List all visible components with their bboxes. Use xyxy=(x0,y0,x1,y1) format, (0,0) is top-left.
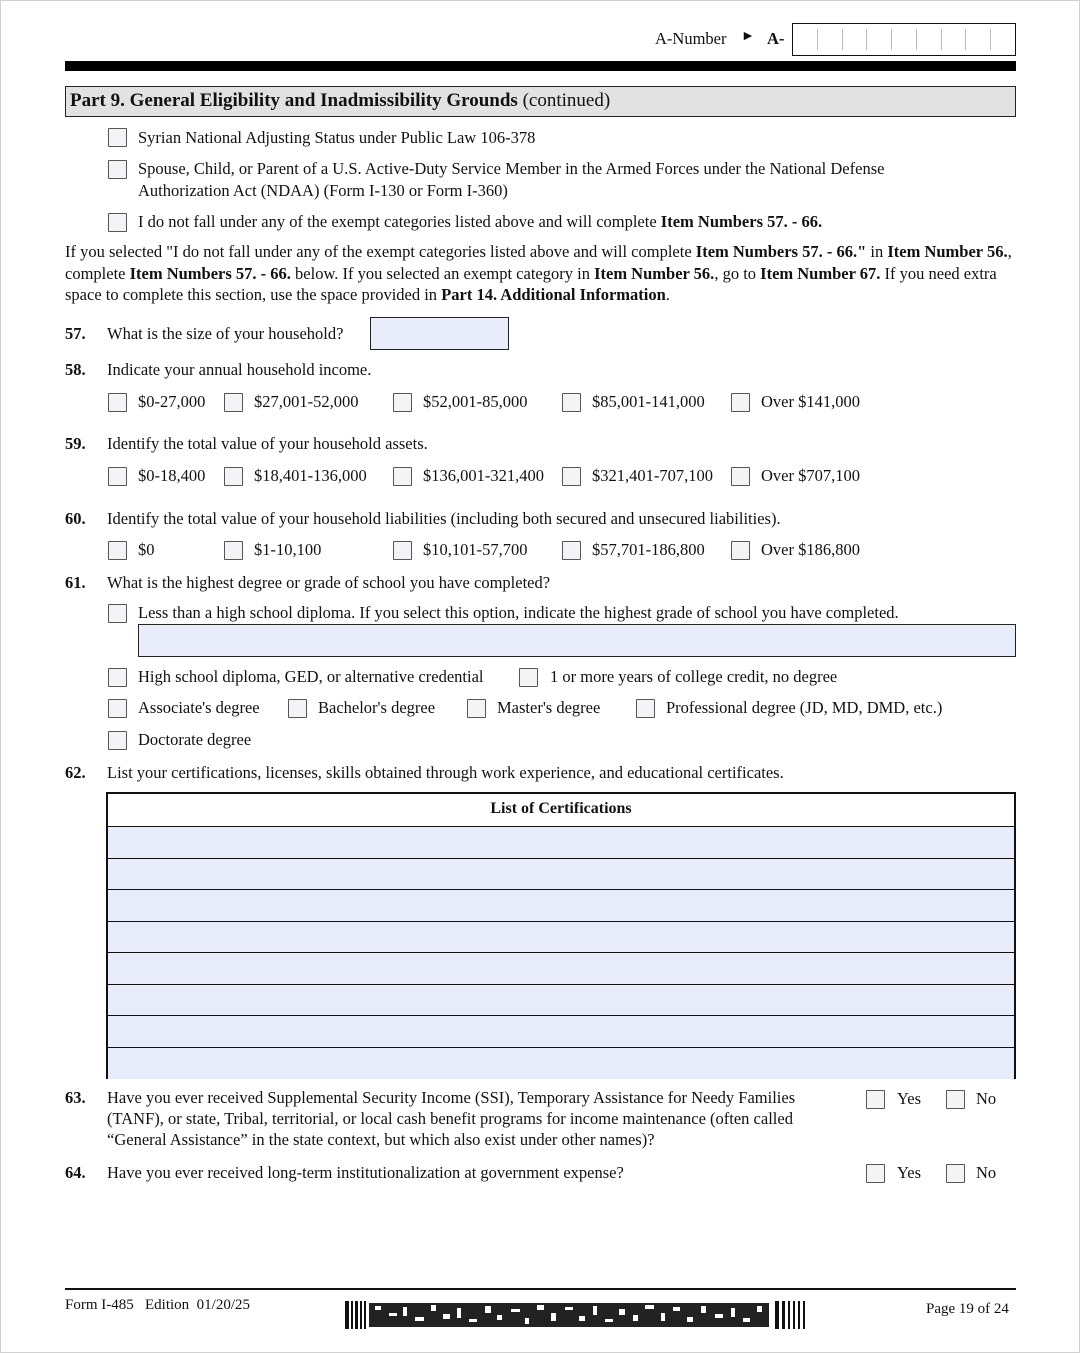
income-option-5: Over $141,000 xyxy=(761,392,860,411)
checkbox-assets-4[interactable] xyxy=(562,467,581,486)
highest-grade-input[interactable] xyxy=(138,624,1016,657)
q63-yes-label: Yes xyxy=(897,1089,922,1108)
part-title-continued: (continued) xyxy=(522,90,611,111)
checkbox-liabilities-4[interactable] xyxy=(562,541,581,560)
checkbox-assets-1[interactable] xyxy=(108,467,127,486)
assets-option-5: Over $707,100 xyxy=(761,466,860,485)
checkbox-liabilities-2[interactable] xyxy=(224,541,243,560)
q62-number: 62. xyxy=(65,763,86,782)
certification-row-1[interactable] xyxy=(108,827,1014,859)
barcode-icon xyxy=(345,1301,808,1329)
option-doctorate: Doctorate degree xyxy=(138,730,252,749)
certification-row-3[interactable] xyxy=(108,890,1014,922)
certification-row-5[interactable] xyxy=(108,953,1014,985)
option-less-than-hs: Less than a high school diploma. If you select this option, indicate the highest grade of school you have completed. xyxy=(138,603,899,622)
q62-text: List your certifications, licenses, skills obtained through work experience, and educational certificates. xyxy=(107,763,784,782)
option-bachelors: Bachelor's degree xyxy=(318,698,436,717)
option-associates: Associate's degree xyxy=(138,698,260,717)
certification-row-7[interactable] xyxy=(108,1016,1014,1048)
checkbox-assets-2[interactable] xyxy=(224,467,243,486)
q61-text: What is the highest degree or grade of school you have completed? xyxy=(107,573,551,592)
option-syrian-national: Syrian National Adjusting Status under Public Law 106-378 xyxy=(138,128,536,147)
q60-text: Identify the total value of your household liabilities (including both secured and unsecured liabilities). xyxy=(107,509,781,528)
q58-text: Indicate your annual household income. xyxy=(107,360,372,379)
checkbox-liabilities-3[interactable] xyxy=(393,541,412,560)
assets-option-4: $321,401-707,100 xyxy=(592,466,713,485)
q63-text-line3: “General Assistance” in the state context, but which also exist under other names)? xyxy=(107,1130,655,1149)
q59-text: Identify the total value of your household assets. xyxy=(107,434,428,453)
checkbox-doctorate[interactable] xyxy=(108,731,127,750)
q63-text-line1: Have you ever received Supplemental Security Income (SSI), Temporary Assistance for Needy Families xyxy=(107,1088,796,1107)
liabilities-option-2: $1-10,100 xyxy=(254,540,322,559)
q63-no-label: No xyxy=(976,1089,997,1108)
footer-rule xyxy=(65,1288,1016,1290)
a-number-prefix: A- xyxy=(767,29,785,48)
q63-number: 63. xyxy=(65,1088,86,1107)
q61-number: 61. xyxy=(65,573,86,592)
liabilities-option-3: $10,101-57,700 xyxy=(423,540,528,559)
q64-text: Have you ever received long-term institutionalization at government expense? xyxy=(107,1163,624,1182)
checkbox-liabilities-5[interactable] xyxy=(731,541,750,560)
certification-row-8[interactable] xyxy=(108,1048,1014,1080)
a-number-label: A-Number xyxy=(655,29,727,48)
option-masters: Master's degree xyxy=(497,698,601,717)
checkbox-income-3[interactable] xyxy=(393,393,412,412)
q60-number: 60. xyxy=(65,509,86,528)
assets-option-2: $18,401-136,000 xyxy=(254,466,367,485)
q63-text-line2: (TANF), or state, Tribal, territorial, or local cash benefit programs for income maintenance (often called xyxy=(107,1109,793,1128)
part-title: Part 9. General Eligibility and Inadmissibility Grounds xyxy=(70,90,518,111)
q64-number: 64. xyxy=(65,1163,86,1182)
checkbox-q64-no[interactable] xyxy=(946,1164,965,1183)
income-option-1: $0-27,000 xyxy=(138,392,206,411)
option-professional: Professional degree (JD, MD, DMD, etc.) xyxy=(666,698,943,717)
option-hs-diploma: High school diploma, GED, or alternative credential xyxy=(138,667,484,686)
assets-option-1: $0-18,400 xyxy=(138,466,206,485)
checkbox-hs-diploma[interactable] xyxy=(108,668,127,687)
checkbox-not-exempt[interactable] xyxy=(108,213,127,232)
q58-number: 58. xyxy=(65,360,86,379)
certification-row-6[interactable] xyxy=(108,985,1014,1017)
part-title-bar xyxy=(65,86,1016,117)
q64-yes-label: Yes xyxy=(897,1163,922,1182)
liabilities-option-1: $0 xyxy=(138,540,155,559)
checkbox-income-1[interactable] xyxy=(108,393,127,412)
a-number-input[interactable] xyxy=(792,23,1016,56)
checkbox-masters[interactable] xyxy=(467,699,486,718)
checkbox-college-credit[interactable] xyxy=(519,668,538,687)
checkbox-income-2[interactable] xyxy=(224,393,243,412)
checkbox-q63-yes[interactable] xyxy=(866,1090,885,1109)
q59-number: 59. xyxy=(65,434,86,453)
q64-no-label: No xyxy=(976,1163,997,1182)
income-option-3: $52,001-85,000 xyxy=(423,392,528,411)
assets-option-3: $136,001-321,400 xyxy=(423,466,544,485)
checkbox-liabilities-1[interactable] xyxy=(108,541,127,560)
option-college-credit: 1 or more years of college credit, no degree xyxy=(550,667,838,686)
liabilities-option-4: $57,701-186,800 xyxy=(592,540,705,559)
option-not-exempt: I do not fall under any of the exempt categories listed above and will complete Item Numbers 57. - 66. xyxy=(138,212,823,231)
certifications-table-header: List of Certifications xyxy=(108,794,1014,827)
certifications-table xyxy=(106,792,1016,1079)
checkbox-income-5[interactable] xyxy=(731,393,750,412)
q57-text: What is the size of your household? xyxy=(107,324,344,343)
option-ndaa-line1: Spouse, Child, or Parent of a U.S. Active-Duty Service Member in the Armed Forces under the National Defense xyxy=(138,159,885,178)
checkbox-less-than-hs[interactable] xyxy=(108,604,127,623)
checkbox-bachelors[interactable] xyxy=(288,699,307,718)
option-ndaa-line2: Authorization Act (NDAA) (Form I-130 or Form I-360) xyxy=(138,181,508,200)
household-size-input[interactable] xyxy=(370,317,509,350)
q57-number: 57. xyxy=(65,324,86,343)
checkbox-assets-5[interactable] xyxy=(731,467,750,486)
checkbox-q63-no[interactable] xyxy=(946,1090,965,1109)
income-option-4: $85,001-141,000 xyxy=(592,392,705,411)
liabilities-option-5: Over $186,800 xyxy=(761,540,860,559)
checkbox-income-4[interactable] xyxy=(562,393,581,412)
footer-form-edition: Form I-485 Edition 01/20/25 xyxy=(65,1297,251,1313)
checkbox-assets-3[interactable] xyxy=(393,467,412,486)
certification-row-4[interactable] xyxy=(108,922,1014,954)
page-number: Page 19 of 24 xyxy=(926,1301,1009,1317)
income-option-2: $27,001-52,000 xyxy=(254,392,359,411)
certification-row-2[interactable] xyxy=(108,859,1014,891)
checkbox-syrian-national[interactable] xyxy=(108,128,127,147)
checkbox-professional[interactable] xyxy=(636,699,655,718)
checkbox-associates[interactable] xyxy=(108,699,127,718)
instructions: If you selected "I do not fall under any of the exempt categories listed above and will complete Item Numbers 57. - 66." in Item Number 56., complete Item Numbers 57. - 66. below. If you selected an exempt category in Item Number 56., go to Item Number 67. If you need extra space to complete this section, use the space provided in Part 14. Additional Information. xyxy=(65,242,1012,304)
arrow-icon: ► xyxy=(741,29,755,44)
checkbox-ndaa[interactable] xyxy=(108,160,127,179)
header-rule xyxy=(65,61,1016,71)
checkbox-q64-yes[interactable] xyxy=(866,1164,885,1183)
